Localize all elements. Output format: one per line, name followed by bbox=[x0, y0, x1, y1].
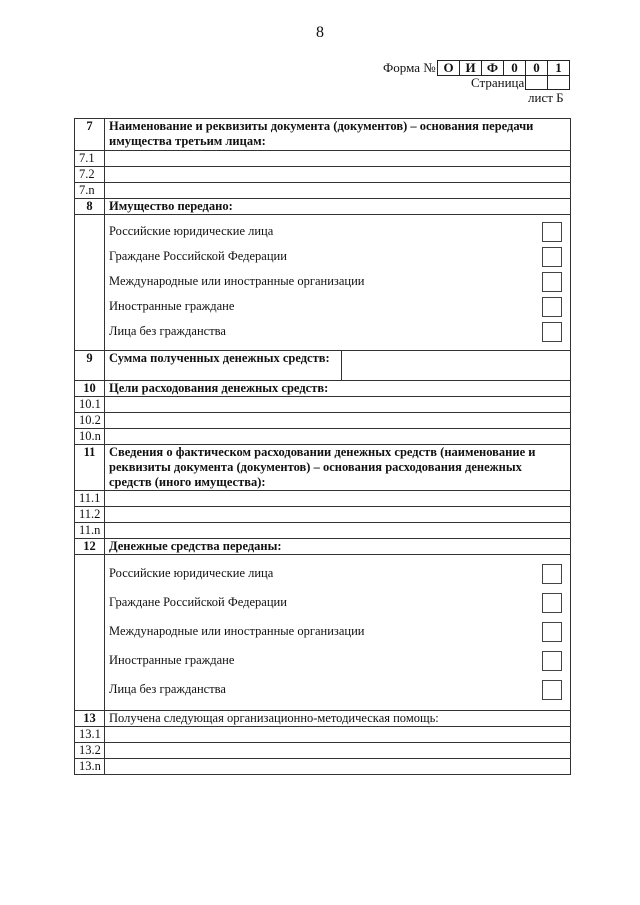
row-input-cell[interactable] bbox=[105, 167, 571, 183]
section-12-options bbox=[75, 555, 571, 711]
section-title: Получена следующая организационно-методическая помощь: bbox=[105, 711, 571, 727]
table-row bbox=[75, 743, 571, 759]
section-title: Имущество передано: bbox=[105, 199, 571, 215]
page-label: Страница bbox=[471, 75, 525, 90]
option-row bbox=[109, 617, 570, 646]
checkbox[interactable] bbox=[542, 622, 562, 642]
row-input-cell[interactable] bbox=[105, 183, 571, 199]
option-label: Лица без гражданства bbox=[109, 324, 226, 338]
row-number: 11.1 bbox=[75, 491, 105, 507]
form-code-cell: Ф bbox=[482, 61, 504, 75]
row-number: 13.1 bbox=[75, 727, 105, 743]
option-row bbox=[109, 219, 570, 244]
row-input-cell[interactable] bbox=[105, 429, 571, 445]
row-number: 10.2 bbox=[75, 413, 105, 429]
checkbox[interactable] bbox=[542, 322, 562, 342]
section-number: 9 bbox=[75, 351, 105, 381]
section-number: 8 bbox=[75, 199, 105, 215]
form-number-label: Форма № bbox=[383, 60, 436, 75]
row-number: 10.n bbox=[75, 429, 105, 445]
sheet-label: лист Б bbox=[528, 90, 564, 105]
section-10-header bbox=[75, 381, 571, 397]
option-row bbox=[109, 294, 570, 319]
section-11-header bbox=[75, 445, 571, 491]
table-row bbox=[75, 151, 571, 167]
section-8-options bbox=[75, 215, 571, 351]
form-code-cell: И bbox=[460, 61, 482, 75]
page-number-cell[interactable] bbox=[526, 75, 548, 89]
row-input-cell[interactable] bbox=[105, 413, 571, 429]
table-row bbox=[75, 167, 571, 183]
row-number: 13.2 bbox=[75, 743, 105, 759]
checkbox[interactable] bbox=[542, 651, 562, 671]
option-row bbox=[109, 269, 570, 294]
row-input-cell[interactable] bbox=[105, 507, 571, 523]
checkbox[interactable] bbox=[542, 247, 562, 267]
row-input-cell[interactable] bbox=[105, 743, 571, 759]
table-row bbox=[75, 429, 571, 445]
option-label: Иностранные граждане bbox=[109, 653, 235, 667]
option-row bbox=[109, 559, 570, 588]
checkbox[interactable] bbox=[542, 272, 562, 292]
section-12-header bbox=[75, 539, 571, 555]
page-number-cells bbox=[525, 75, 570, 90]
checkbox[interactable] bbox=[542, 593, 562, 613]
report-form-table bbox=[74, 118, 571, 775]
option-label: Российские юридические лица bbox=[109, 224, 274, 238]
options-cell bbox=[105, 215, 571, 351]
section-number: 12 bbox=[75, 539, 105, 555]
section-number: 11 bbox=[75, 445, 105, 491]
option-label: Граждане Российской Федерации bbox=[109, 595, 287, 609]
table-row bbox=[75, 727, 571, 743]
page-number-cell[interactable] bbox=[548, 75, 570, 89]
option-label: Граждане Российской Федерации bbox=[109, 249, 287, 263]
amount-input-cell[interactable] bbox=[342, 351, 571, 381]
form-code-cell: 0 bbox=[526, 61, 548, 75]
option-row bbox=[109, 646, 570, 675]
option-row bbox=[109, 588, 570, 617]
table-row bbox=[75, 491, 571, 507]
checkbox[interactable] bbox=[542, 564, 562, 584]
row-input-cell[interactable] bbox=[105, 523, 571, 539]
section-9-row bbox=[75, 351, 571, 381]
section-number: 7 bbox=[75, 119, 105, 151]
row-input-cell[interactable] bbox=[105, 727, 571, 743]
section-number: 10 bbox=[75, 381, 105, 397]
row-number: 11.n bbox=[75, 523, 105, 539]
form-code-cells bbox=[437, 60, 570, 76]
checkbox[interactable] bbox=[542, 222, 562, 242]
table-row bbox=[75, 507, 571, 523]
row-input-cell[interactable] bbox=[105, 759, 571, 775]
empty-number-cell bbox=[75, 215, 105, 351]
section-7-header bbox=[75, 119, 571, 151]
option-label: Российские юридические лица bbox=[109, 566, 274, 580]
table-row bbox=[75, 523, 571, 539]
row-number: 13.n bbox=[75, 759, 105, 775]
form-code-cell: 1 bbox=[548, 61, 570, 75]
option-label: Лица без гражданства bbox=[109, 682, 226, 696]
table-row bbox=[75, 759, 571, 775]
table-row bbox=[75, 397, 571, 413]
empty-number-cell bbox=[75, 555, 105, 711]
section-title: Денежные средства переданы: bbox=[105, 539, 571, 555]
option-label: Иностранные граждане bbox=[109, 299, 235, 313]
row-input-cell[interactable] bbox=[105, 397, 571, 413]
section-title: Сумма полученных денежных средств: bbox=[105, 351, 342, 381]
checkbox[interactable] bbox=[542, 297, 562, 317]
row-input-cell[interactable] bbox=[105, 151, 571, 167]
page-number: 8 bbox=[316, 24, 324, 41]
row-number: 7.n bbox=[75, 183, 105, 199]
option-row bbox=[109, 675, 570, 704]
section-title: Цели расходования денежных средств: bbox=[105, 381, 571, 397]
section-number: 13 bbox=[75, 711, 105, 727]
form-code-cell: 0 bbox=[504, 61, 526, 75]
section-13-header bbox=[75, 711, 571, 727]
row-number: 10.1 bbox=[75, 397, 105, 413]
option-label: Международные или иностранные организации bbox=[109, 624, 365, 638]
section-title: Наименование и реквизиты документа (документов) – основания передачи имущества третьим лицам: bbox=[105, 119, 571, 151]
option-row bbox=[109, 319, 570, 344]
options-cell bbox=[105, 555, 571, 711]
row-input-cell[interactable] bbox=[105, 491, 571, 507]
section-title: Сведения о фактическом расходовании денежных средств (наименование и реквизиты документа (документов) – основания расходования денежных средств (иного имущества): bbox=[105, 445, 571, 491]
table-row bbox=[75, 413, 571, 429]
row-number: 7.1 bbox=[75, 151, 105, 167]
row-number: 11.2 bbox=[75, 507, 105, 523]
checkbox[interactable] bbox=[542, 680, 562, 700]
option-label: Международные или иностранные организации bbox=[109, 274, 365, 288]
section-8-header bbox=[75, 199, 571, 215]
table-row bbox=[75, 183, 571, 199]
option-row bbox=[109, 244, 570, 269]
row-number: 7.2 bbox=[75, 167, 105, 183]
form-code-cell: О bbox=[438, 61, 460, 75]
